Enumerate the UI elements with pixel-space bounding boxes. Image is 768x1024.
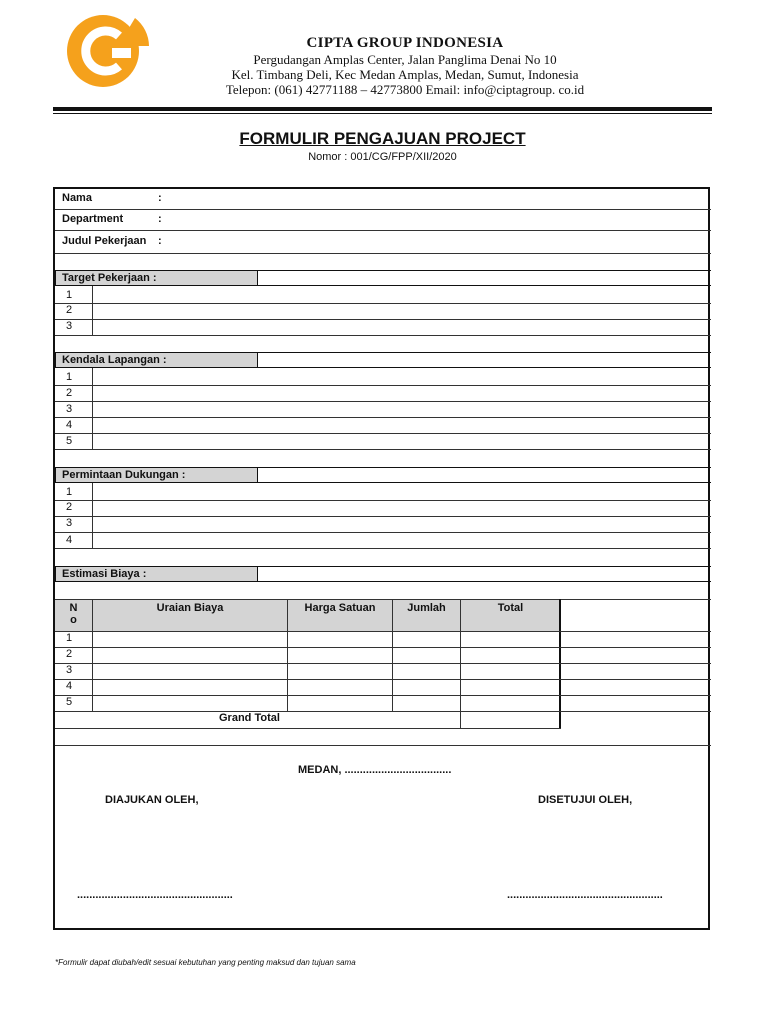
cost-row-2[interactable] bbox=[55, 663, 711, 664]
dukungan-row-2-number: 2 bbox=[66, 501, 73, 513]
target-row-1[interactable] bbox=[55, 303, 711, 304]
target-row-2-number: 2 bbox=[66, 304, 73, 316]
cost-row-4-number: 4 bbox=[66, 680, 73, 692]
dukungan-row-2[interactable] bbox=[55, 516, 711, 517]
cost-row-1-number: 1 bbox=[66, 632, 73, 644]
dukungan-row-1-number: 1 bbox=[66, 486, 73, 498]
cost-header-no-line1: N bbox=[69, 602, 78, 614]
kendala-row-2[interactable] bbox=[55, 401, 711, 402]
dukungan-row-4[interactable] bbox=[55, 548, 711, 549]
section-kendala-band bbox=[258, 352, 711, 368]
grand-total-rule bbox=[55, 728, 561, 729]
kendala-row-5-number: 5 bbox=[66, 435, 73, 447]
signature-approved-by: DISETUJUI OLEH, bbox=[538, 794, 633, 806]
cost-header-bottom-rule bbox=[55, 631, 711, 632]
cost-row-4[interactable] bbox=[55, 695, 711, 696]
kendala-row-2-number: 2 bbox=[66, 387, 73, 399]
dukungan-row-4-number: 4 bbox=[66, 534, 73, 546]
dukungan-row-3-number: 3 bbox=[66, 517, 73, 529]
cost-col-divider-4 bbox=[460, 599, 461, 729]
kendala-row-1-number: 1 bbox=[66, 371, 73, 383]
company-logo bbox=[57, 12, 153, 90]
cost-row-5-number: 5 bbox=[66, 696, 73, 708]
kendala-row-3-number: 3 bbox=[66, 403, 73, 415]
target-row-1-number: 1 bbox=[66, 289, 73, 301]
cost-col-divider-5 bbox=[559, 599, 561, 729]
section-target-label: Target Pekerjaan : bbox=[55, 270, 258, 286]
kendala-row-4[interactable] bbox=[55, 433, 711, 434]
kendala-row-4-number: 4 bbox=[66, 419, 73, 431]
grand-total-label: Grand Total bbox=[219, 712, 280, 724]
cost-row-3[interactable] bbox=[55, 679, 711, 680]
target-row-3-number: 3 bbox=[66, 320, 73, 332]
section-dukungan-band bbox=[258, 467, 711, 483]
cost-row-5[interactable] bbox=[55, 711, 711, 712]
section-kendala-label: Kendala Lapangan : bbox=[55, 352, 258, 368]
signature-place-date: MEDAN, ................................... bbox=[298, 764, 452, 776]
target-number-divider bbox=[92, 286, 93, 336]
section-dukungan-label: Permintaan Dukungan : bbox=[55, 467, 258, 483]
cost-row-3-number: 3 bbox=[66, 664, 73, 676]
company-address-2: Kel. Timbang Deli, Kec Medan Amplas, Medan, Sumut, Indonesia bbox=[231, 67, 579, 82]
cost-row-1[interactable] bbox=[55, 647, 711, 648]
kendala-number-divider bbox=[92, 368, 93, 450]
field-department-line[interactable] bbox=[55, 230, 711, 231]
section-target-band bbox=[258, 270, 711, 286]
form-number: Nomor : 001/CG/FPP/XII/2020 bbox=[308, 151, 457, 163]
section-biaya-label: Estimasi Biaya : bbox=[55, 566, 258, 582]
cost-header-harga: Harga Satuan bbox=[288, 600, 392, 631]
company-address-1: Pergudangan Amplas Center, Jalan Panglima Denai No 10 bbox=[253, 52, 557, 67]
field-department-label: Department bbox=[62, 213, 124, 225]
target-row-2[interactable] bbox=[55, 319, 711, 320]
cost-header-uraian: Uraian Biaya bbox=[93, 600, 287, 631]
kendala-row-5[interactable] bbox=[55, 449, 711, 450]
company-name: CIPTA GROUP INDONESIA bbox=[306, 35, 504, 51]
cost-header-jumlah: Jumlah bbox=[393, 600, 460, 631]
cost-header-no-line2: o bbox=[70, 614, 77, 626]
signature-line-right[interactable]: ................................................... bbox=[507, 889, 663, 901]
field-nama-colon: : bbox=[158, 192, 162, 204]
field-nama-label: Nama bbox=[62, 192, 92, 204]
footnote: *Formulir dapat diubah/edit sesuai kebutuhan yang penting maksud dan tujuan sama bbox=[55, 958, 356, 967]
signature-submitted-by: DIAJUKAN OLEH, bbox=[105, 794, 199, 806]
kendala-row-3[interactable] bbox=[55, 417, 711, 418]
section-biaya-band bbox=[258, 566, 711, 582]
cost-row-2-number: 2 bbox=[66, 648, 73, 660]
field-nama-line[interactable] bbox=[55, 209, 711, 210]
form-title: FORMULIR PENGAJUAN PROJECT bbox=[239, 129, 526, 148]
target-row-3[interactable] bbox=[55, 335, 711, 336]
cost-header-total: Total bbox=[461, 600, 560, 631]
form-frame bbox=[53, 187, 710, 930]
field-judul-label: Judul Pekerjaan bbox=[62, 235, 147, 247]
field-department-colon: : bbox=[158, 213, 162, 225]
kendala-row-1[interactable] bbox=[55, 385, 711, 386]
field-judul-colon: : bbox=[158, 235, 162, 247]
header-rule-thin bbox=[53, 113, 712, 114]
signature-top-rule bbox=[55, 745, 711, 746]
header-rule-thick bbox=[53, 107, 712, 111]
dukungan-row-3[interactable] bbox=[55, 532, 711, 533]
signature-line-left[interactable]: ................................................... bbox=[77, 889, 233, 901]
dukungan-row-1[interactable] bbox=[55, 500, 711, 501]
company-contact: Telepon: (061) 42771188 – 42773800 Email: info@ciptagroup. co.id bbox=[225, 82, 585, 97]
field-judul-line[interactable] bbox=[55, 253, 711, 254]
cost-header-no bbox=[55, 600, 92, 631]
